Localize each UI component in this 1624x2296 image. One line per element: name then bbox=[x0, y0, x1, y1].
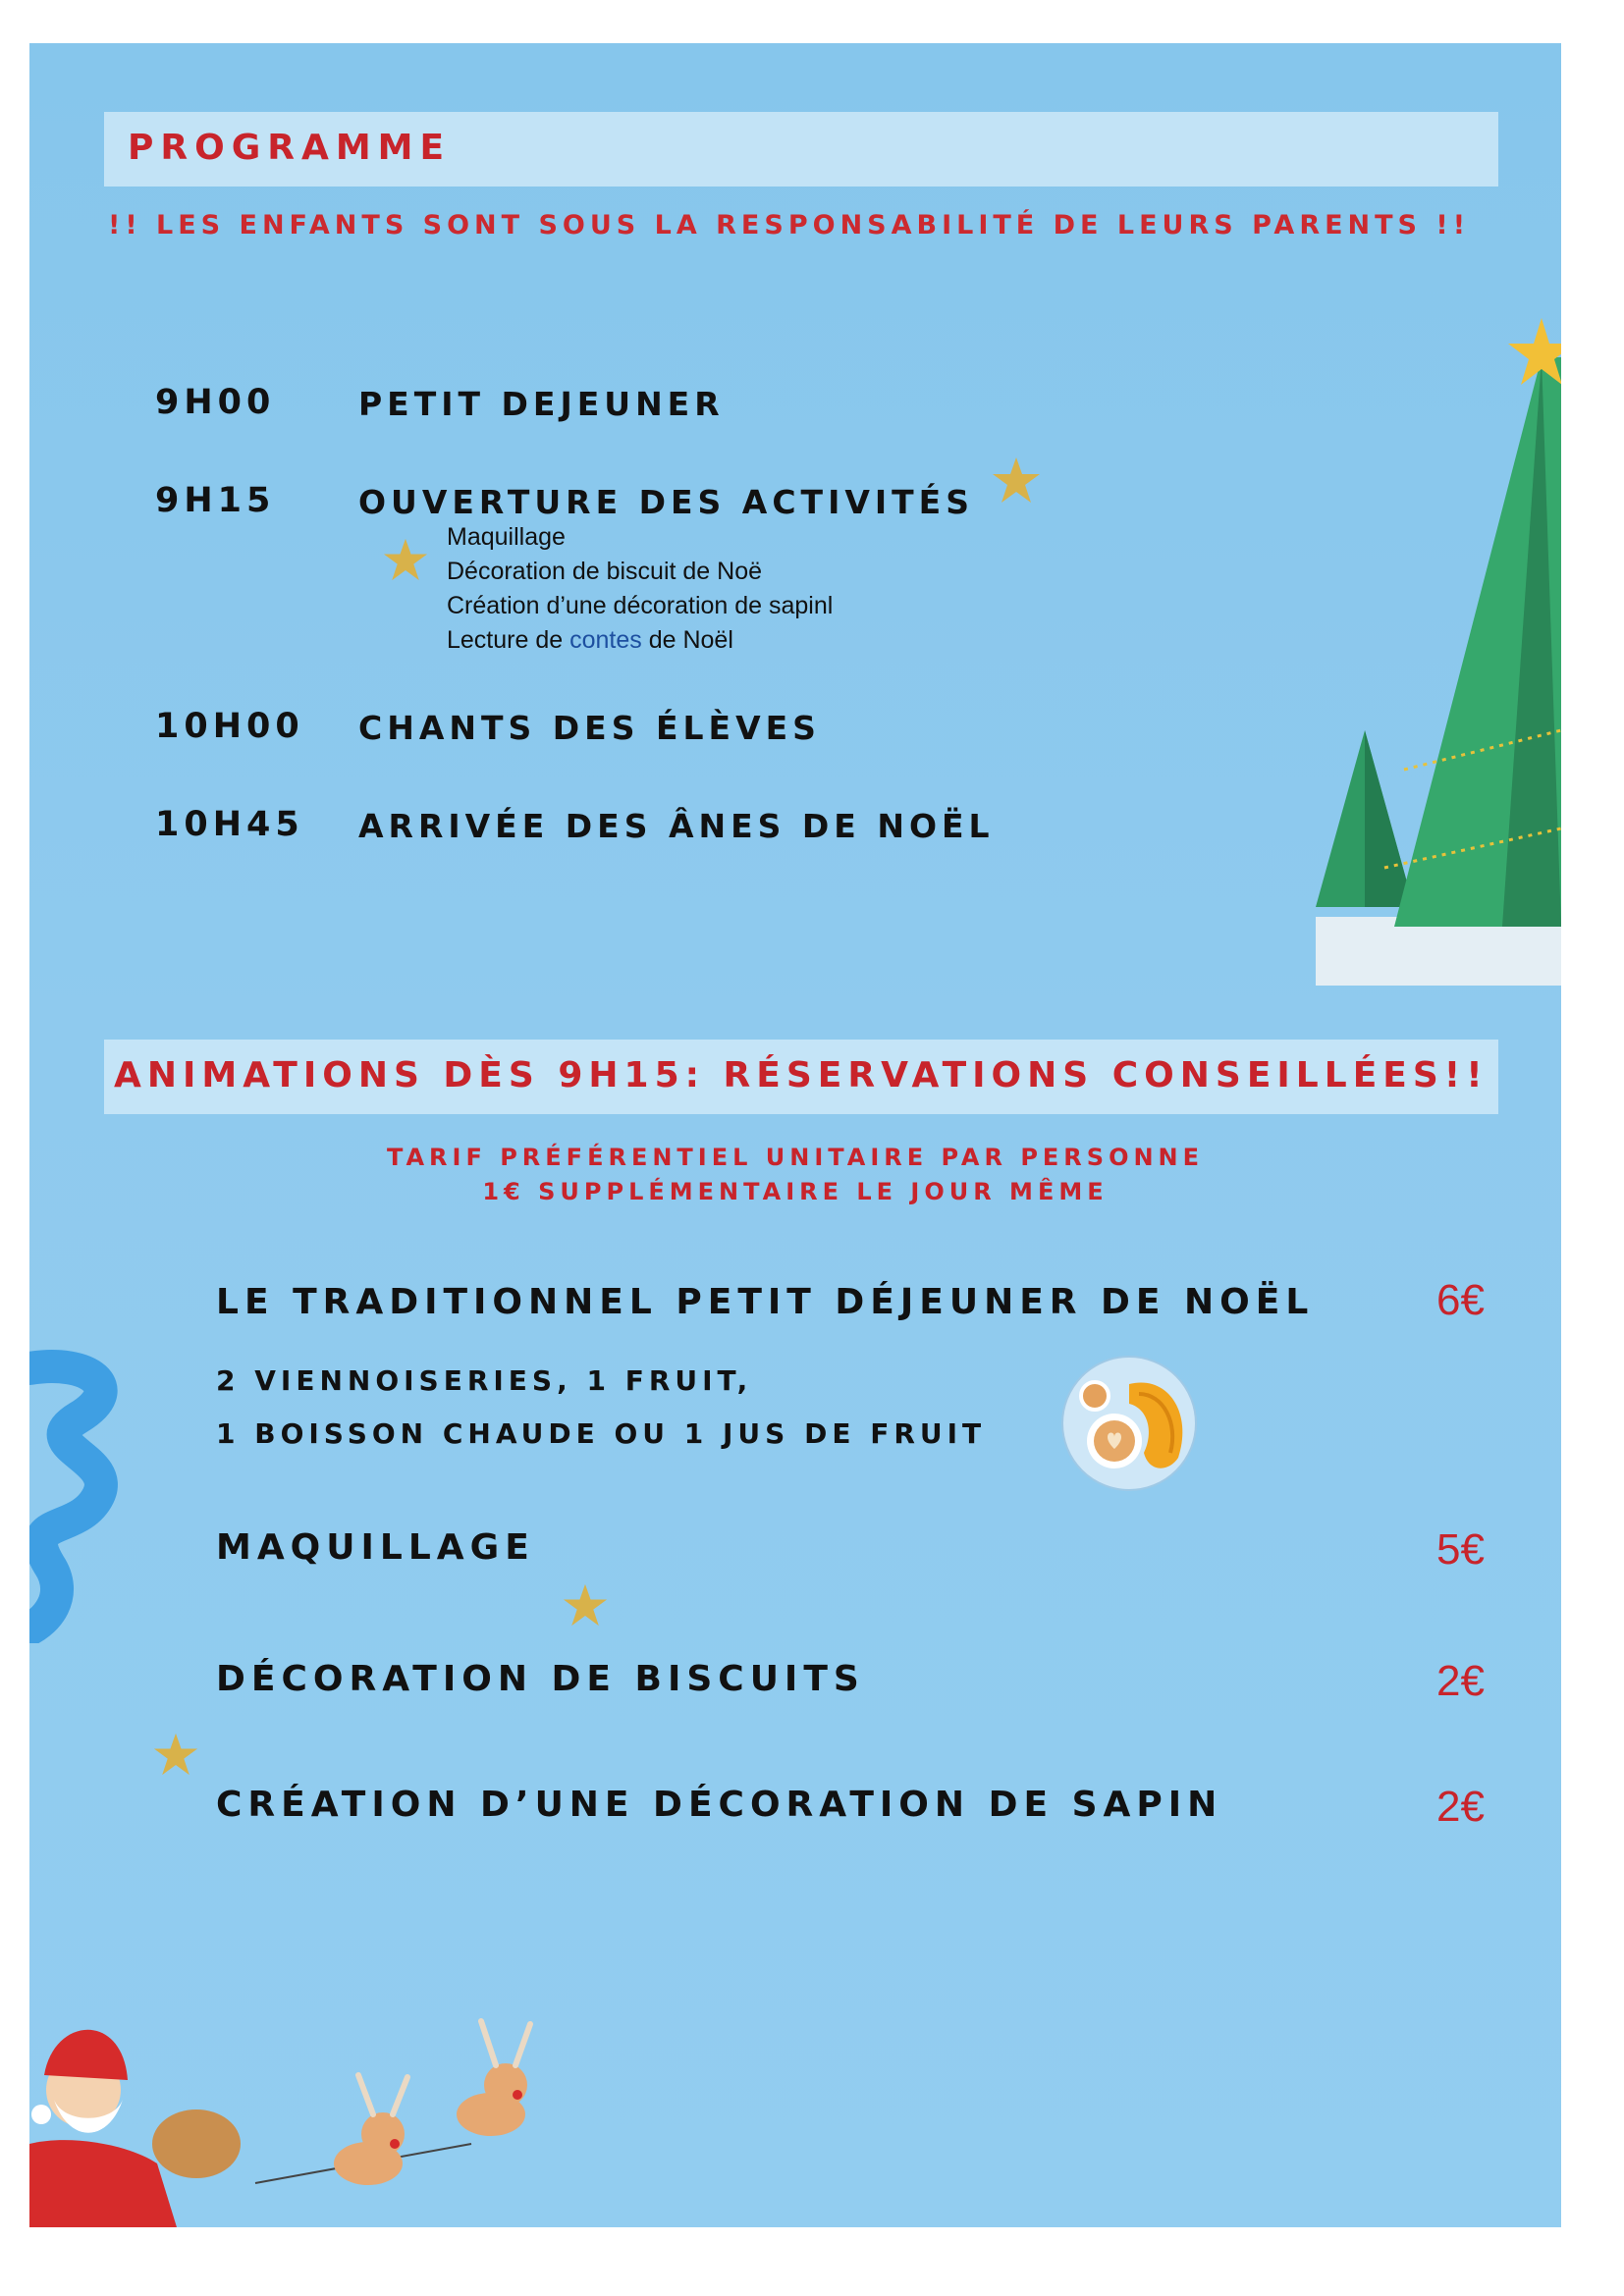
schedule-label: ARRIVÉE DES ÂNES DE NOËL bbox=[358, 807, 995, 845]
schedule-time: 9H15 bbox=[155, 481, 276, 520]
santa-reindeer-illustration bbox=[29, 1997, 560, 2227]
reading-accent: contes bbox=[569, 626, 642, 654]
animation-item-price: 6€ bbox=[1436, 1276, 1485, 1324]
schedule-time: 10H45 bbox=[155, 805, 304, 844]
schedule-label: OUVERTURE DES ACTIVITÉS bbox=[358, 483, 974, 521]
schedule-time: 9H00 bbox=[155, 383, 276, 422]
animation-item-name: DÉCORATION DE BISCUITS bbox=[216, 1659, 865, 1699]
animation-item-price: 2€ bbox=[1436, 1657, 1485, 1705]
star-icon bbox=[383, 537, 428, 582]
activity-item: Décoration de biscuit de Noë bbox=[447, 558, 763, 585]
reindeer bbox=[457, 2021, 530, 2136]
animation-item-detail: 1 BOISSON CHAUDE OU 1 JUS DE FRUIT bbox=[216, 1417, 987, 1450]
activity-item: Maquillage bbox=[447, 523, 566, 551]
poster bbox=[29, 43, 1561, 2227]
reading-suffix: de Noël bbox=[641, 626, 733, 654]
gift-sack bbox=[152, 2109, 241, 2178]
schedule-label: CHANTS DES ÉLÈVES bbox=[358, 709, 821, 747]
ribbon-swirl-decoration bbox=[29, 1349, 147, 1643]
animation-item-name: MAQUILLAGE bbox=[216, 1527, 535, 1568]
star-icon bbox=[153, 1732, 198, 1777]
santa-hat bbox=[44, 2030, 128, 2080]
schedule-label: PETIT DEJEUNER bbox=[358, 385, 725, 423]
breakfast-icon bbox=[1060, 1355, 1198, 1492]
tarif-line: 1€ SUPPLÉMENTAIRE LE JOUR MÊME bbox=[482, 1178, 1109, 1205]
animation-item-name: LE TRADITIONNEL PETIT DÉJEUNER DE NOËL bbox=[216, 1282, 1315, 1322]
animation-item-detail: 2 VIENNOISERIES, 1 FRUIT, bbox=[216, 1364, 753, 1397]
activity-item: Création d’une décoration de sapinl bbox=[447, 592, 834, 619]
reindeer bbox=[334, 2075, 407, 2185]
animation-item-price: 2€ bbox=[1436, 1783, 1485, 1831]
parents-responsibility-warning: !! LES ENFANTS SONT SOUS LA RESPONSABILITÉ DE LEURS PARENTS !! bbox=[108, 210, 1471, 240]
activity-item bbox=[447, 623, 833, 658]
schedule-time: 10H00 bbox=[155, 707, 304, 746]
programme-title: PROGRAMME bbox=[128, 128, 452, 168]
snow-platform bbox=[1316, 917, 1561, 986]
animation-item-name: CRÉATION D’UNE DÉCORATION DE SAPIN bbox=[216, 1785, 1223, 1825]
activities-list bbox=[447, 520, 833, 658]
christmas-trees-illustration bbox=[1306, 318, 1561, 1025]
animation-item-price: 5€ bbox=[1436, 1525, 1485, 1574]
animations-title: ANIMATIONS DÈS 9H15: RÉSERVATIONS CONSEILLÉES!! bbox=[114, 1055, 1489, 1095]
star-icon bbox=[563, 1582, 608, 1628]
star-icon bbox=[1508, 318, 1561, 385]
reading-prefix: Lecture de bbox=[447, 626, 570, 654]
star-icon bbox=[992, 455, 1041, 505]
tarif-line: TARIF PRÉFÉRENTIEL UNITAIRE PAR PERSONNE bbox=[386, 1144, 1205, 1171]
